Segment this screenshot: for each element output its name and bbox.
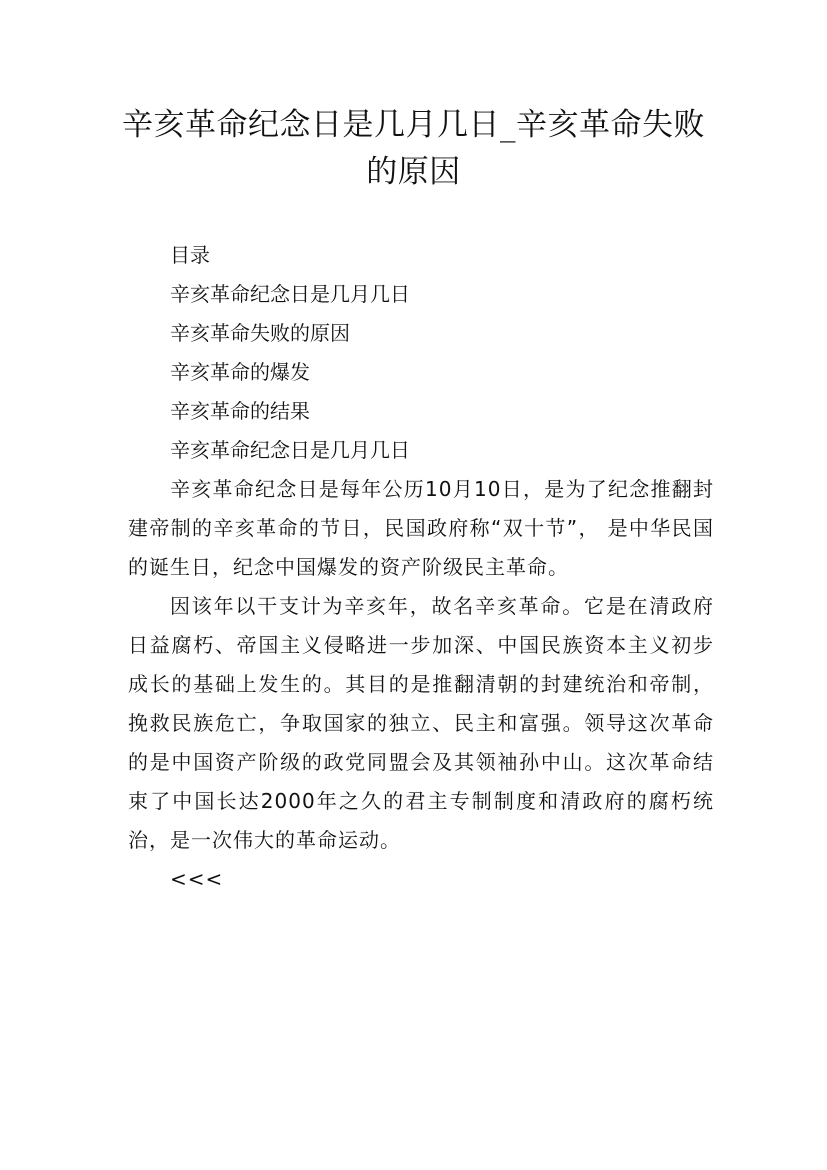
document-body — [128, 236, 714, 899]
toc-label: 目录 — [170, 243, 210, 267]
toc-item[interactable]: 辛亥革命失败的原因 — [170, 321, 350, 345]
paragraph: 辛亥革命纪念日是每年公历10月10日，是为了纪念推翻封建帝制的辛亥革命的节日，民国政府称“双十节”， 是中华民国的诞生日，纪念中国爆发的资产阶级民主革命。 — [128, 477, 714, 579]
paragraph: 因该年以干支计为辛亥年，故名辛亥革命。它是在清政府日益腐朽、帝国主义侵略进一步加深、中国民族资本主义初步成长的基础上发生的。其目的是推翻清朝的封建统治和帝制，挽救民族危亡，争取国家的独立、民主和富强。领导这次革命的是中国资产阶级的政党同盟会及其领袖孙中山。这次革命结束了中国长达2000年之久的君主专制制度和清政府的腐朽统治，是一次伟大的革命运动。 — [128, 594, 714, 852]
toc-item[interactable]: 辛亥革命纪念日是几月几日 — [170, 282, 410, 306]
document-title: 辛亥革命纪念日是几月几日_辛亥革命失败的原因 — [122, 107, 705, 190]
section-heading: 辛亥革命纪念日是几月几日 — [170, 438, 410, 462]
toc-item[interactable]: 辛亥革命的爆发 — [170, 360, 310, 384]
toc-item[interactable]: 辛亥革命的结果 — [170, 399, 310, 423]
table-of-contents — [128, 236, 714, 431]
more-link[interactable]: <<< — [170, 867, 224, 891]
